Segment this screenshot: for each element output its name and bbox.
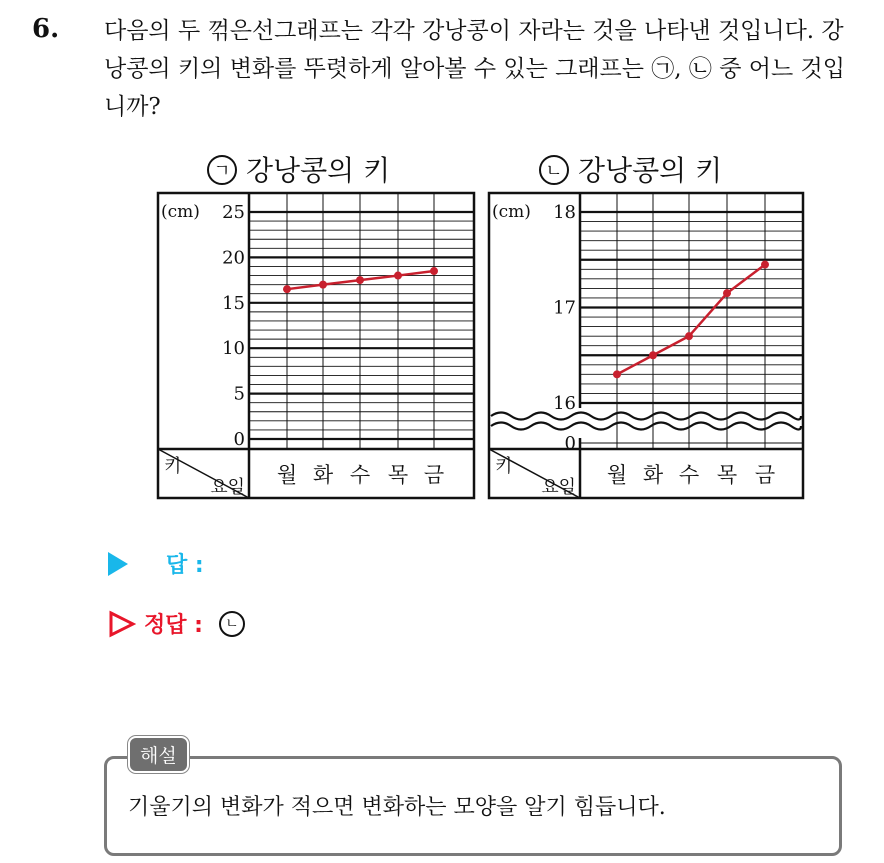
chart-1-tick-label: 10	[222, 338, 245, 360]
chart-1-category-label: 월	[276, 463, 298, 487]
answer-row	[108, 548, 204, 579]
chart-2-tick-label: 18	[553, 202, 576, 223]
chart-1-corner-bottom: 요일	[210, 477, 245, 498]
play-triangle-icon	[108, 552, 128, 576]
chart-1-tick-label: 0	[233, 429, 245, 450]
chart-1-corner-top: 키	[164, 456, 182, 477]
question-text: 다음의 두 꺾은선그래프는 각각 강낭콩이 자라는 것을 나타낸 것입니다. 강낭콩의 키의 변화를 뚜렷하게 알아볼 수 있는 그래프는 ㉠, ㉡ 중 어느 것입니까?	[104, 18, 845, 120]
chart-1-title: 강낭콩의 키	[246, 154, 391, 187]
answer-label: 답 :	[166, 553, 204, 578]
chart-2-category-label: 월	[606, 463, 628, 487]
chart-1-category-label: 금	[423, 463, 445, 487]
chart-2-category-label: 화	[642, 463, 664, 487]
chart-2-tick-label: 0	[564, 433, 576, 454]
chart-2-data-point	[613, 370, 621, 378]
chart-2-title: 강낭콩의 키	[578, 154, 723, 187]
chart-1-data-point	[283, 285, 291, 293]
explanation-text: 기울기의 변화가 적으면 변화하는 모양을 알기 힘듭니다.	[128, 795, 666, 820]
chart-1-tick-label: 20	[222, 247, 245, 269]
chart-1-data-point	[319, 281, 327, 289]
correct-answer-row	[108, 608, 245, 639]
chart-1-tick-label: 5	[233, 383, 245, 405]
chart-2-corner-top: 키	[495, 456, 513, 477]
chart-2-category-label: 수	[678, 463, 700, 487]
chart-2-data-point	[723, 289, 731, 297]
chart-1-tick-label: 25	[222, 202, 245, 223]
chart-1-data-point	[356, 276, 364, 284]
chart-2-tick-label: 16	[553, 393, 576, 414]
chart-2-corner-bottom: 요일	[541, 477, 576, 498]
correct-answer-value: ㄴ	[219, 611, 245, 637]
chart-2-title-marker-glyph: ㄴ	[545, 161, 563, 182]
chart-2-data-point	[761, 261, 769, 269]
explanation-tag: 해설	[128, 736, 189, 773]
chart-2-category-label: 목	[716, 463, 738, 487]
chart-1-category-label: 목	[387, 463, 409, 487]
chart-1-frame	[158, 193, 474, 498]
chart-2-tick-label: 17	[553, 297, 576, 319]
chart-1-title-marker-glyph: ㄱ	[213, 161, 231, 182]
chart-1-data-point	[430, 267, 438, 275]
chart-1-category-label: 화	[312, 463, 334, 487]
chart-2-unit-label: (cm)	[492, 202, 531, 222]
chart-2-category-label: 금	[754, 463, 776, 487]
chart-2-data-point	[649, 351, 657, 359]
chart-1-tick-label: 15	[222, 292, 245, 314]
question-number: 6.	[32, 14, 60, 44]
chart-1-category-label: 수	[349, 463, 371, 487]
chart-1-unit-label: (cm)	[161, 202, 200, 222]
chart-1-data-point	[394, 272, 402, 280]
outline-triangle-icon	[108, 610, 136, 638]
chart-2-data-point	[685, 332, 693, 340]
correct-answer-label: 정답 :	[144, 613, 203, 638]
